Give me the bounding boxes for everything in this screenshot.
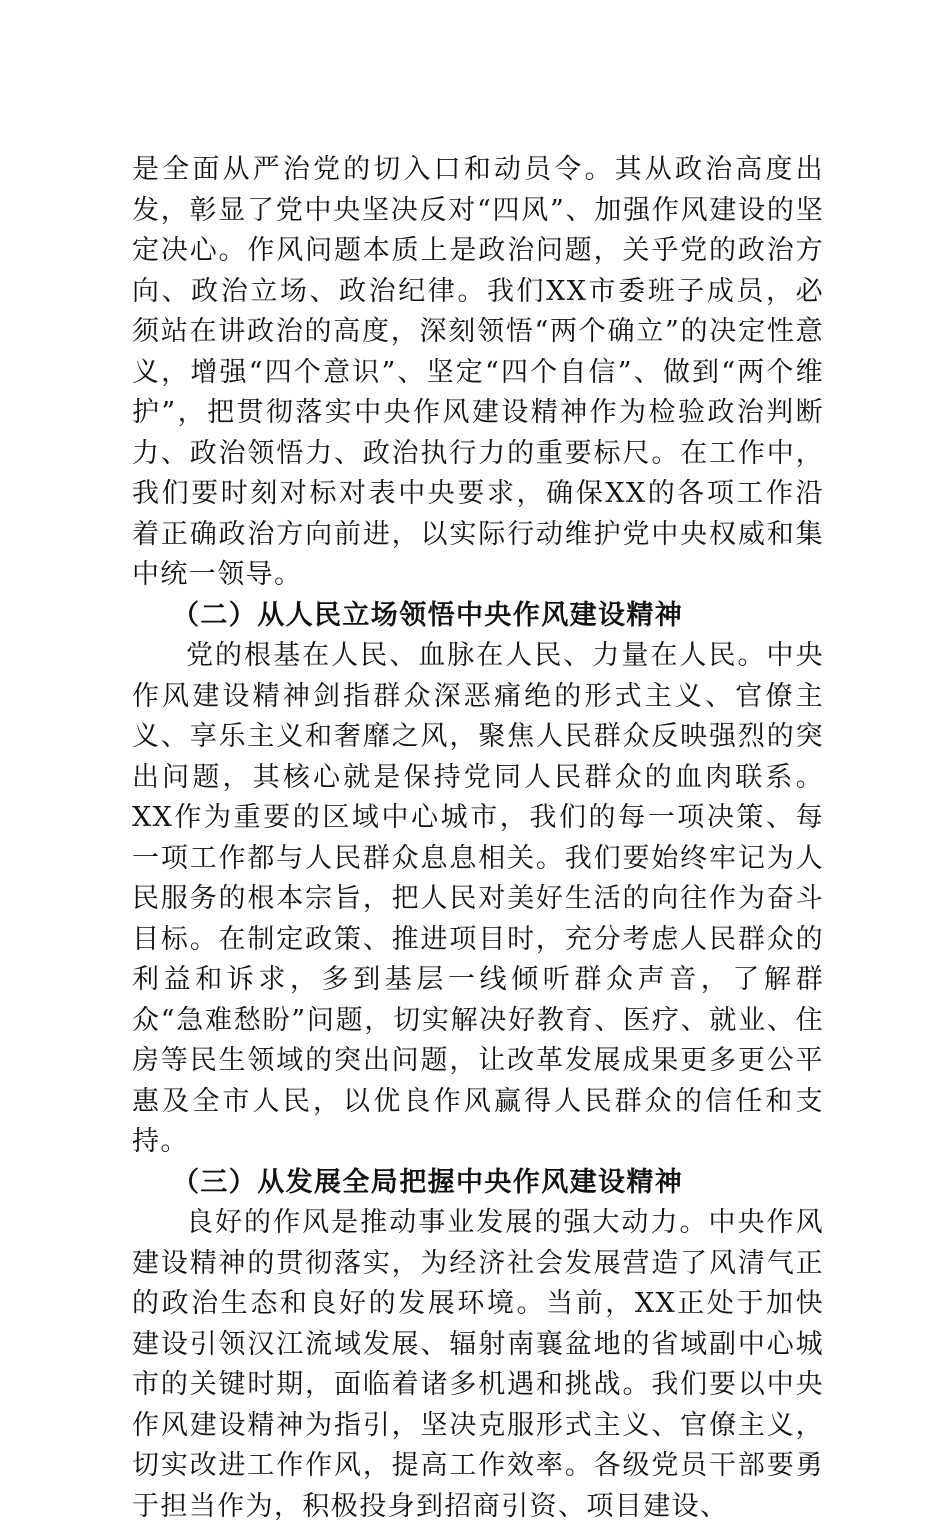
body-paragraph-2: 党的根基在人民、血脉在人民、力量在人民。中央作风建设精神剑指群众深恶痛绝的形式主义、官僚主义、享乐主义和奢靡之风，聚焦人民群众反映强烈的突出问题，其核心就是保持党同人民群众的血肉联系。XX作为重要的区域中心城市，我们的每一项决策、每一项工作都与人民群众息息相关。我们要始终牢记为人民服务的根本宗旨，把人民对美好生活的向往作为奋斗目标。在制定政策、推进项目时，充分考虑人民群众的利益和诉求，多到基层一线倾听群众声音，了解群众“急难愁盼”问题，切实解决好教育、医疗、就业、住房等民生领域的突出问题，让改革发展成果更多更公平惠及全市人民，以优良作风赢得人民群众的信任和支持。 [132, 640, 824, 1157]
body-paragraph-3: 良好的作风是推动事业发展的强大动力。中央作风建设精神的贯彻落实，为经济社会发展营造了风清气正的政治生态和良好的发展环境。当前，XX正处于加快建设引领汉江流域发展、辐射南襄盆地的省域副中心城市的关键时期，面临着诸多机遇和挑战。我们要以中央作风建设精神为指引，坚决克服形式主义、官僚主义，切实改进工作作风，提高工作效率。各级党员干部要勇于担当作为，积极投身到招商引资、项目建设、 [132, 1207, 824, 1522]
body-paragraph-continued: 是全面从严治党的切入口和动员令。其从政治高度出发，彰显了党中央坚决反对“四风”、加强作风建设的坚定决心。作风问题本质上是政治问题，关乎党的政治方向、政治立场、政治纪律。我们XX市委班子成员，必须站在讲政治的高度，深刻领悟“两个确立”的决定性意义，增强“四个意识”、坚定“四个自信”、做到“两个维护”，把贯彻落实中央作风建设精神作为检验政治判断力、政治领悟力、政治执行力的重要标尺。在工作中，我们要时刻对标对表中央要求，确保XX的各项工作沿着正确政治方向前进，以实际行动维护党中央权威和集中统一领导。 [132, 154, 824, 590]
document-page [132, 150, 824, 1527]
section-heading-2: （二）从人民立场领悟中央作风建设精神 [172, 599, 684, 631]
section-heading-3: （三）从发展全局把握中央作风建设精神 [172, 1166, 684, 1198]
